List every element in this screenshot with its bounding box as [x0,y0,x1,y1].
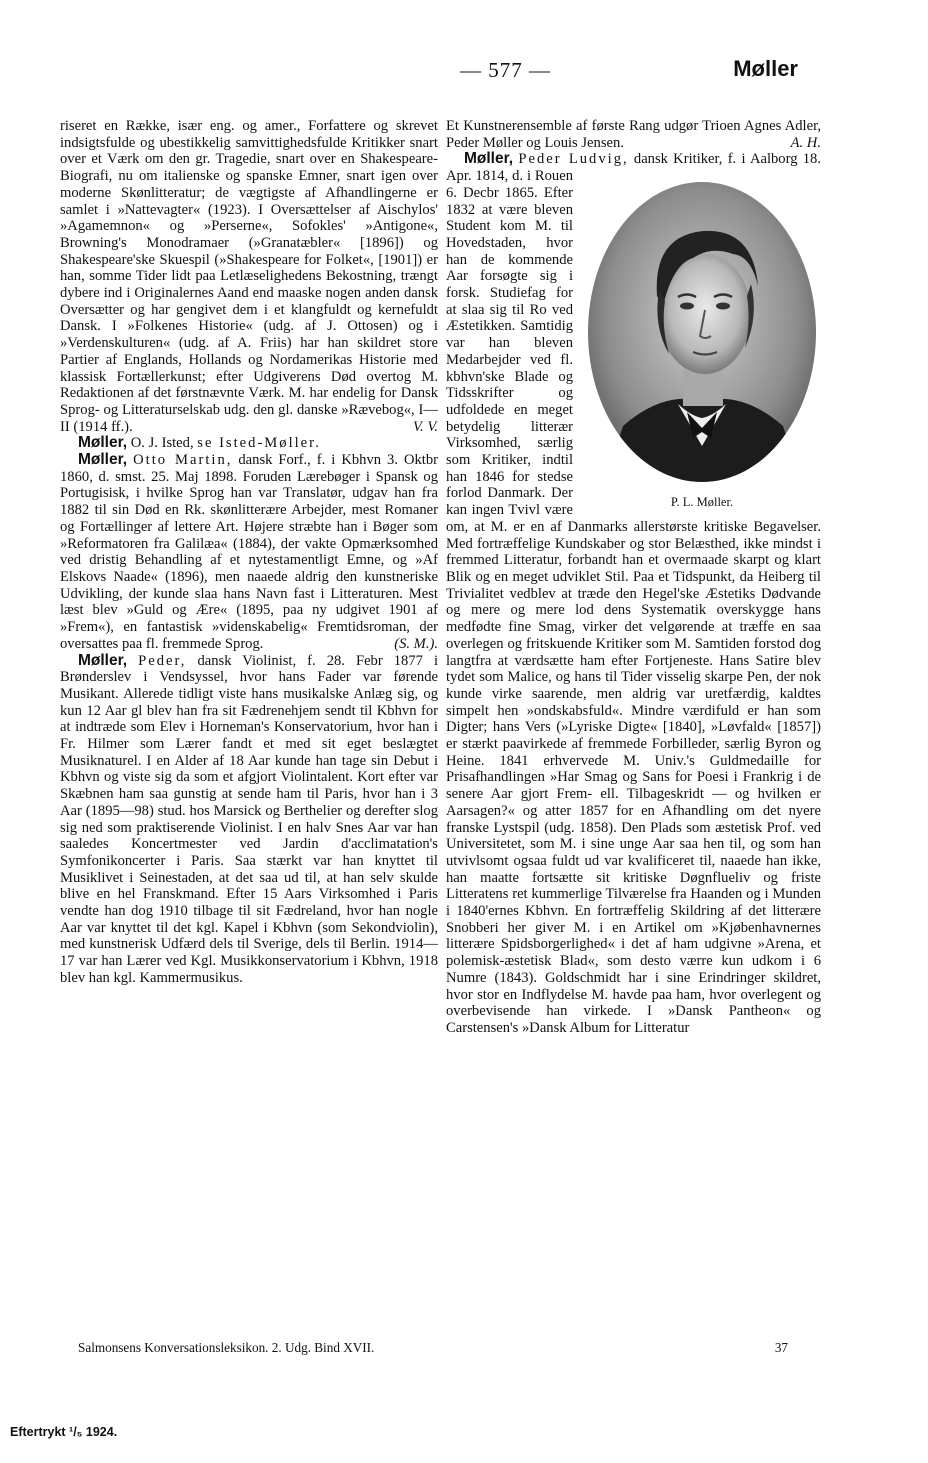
author-signature: A. H. [790,134,821,151]
author-signature: V. V. [412,418,438,435]
reprint-note: Eftertrykt ¹/₅ 1924. [10,1425,118,1439]
entry-name: Peder Ludvig, [518,151,629,168]
headword: Møller, [78,434,128,452]
headword: Møller, [464,150,514,168]
entry-peder-ludvig [446,151,821,1036]
portrait-figure [583,176,821,511]
entry-peder [60,653,438,987]
signature-mark: 37 [774,1340,788,1355]
author-signature: (S. M.). [394,635,438,652]
cross-reference: se Isted-Møller. [197,435,321,452]
right-column [446,118,821,1037]
left-column [60,118,438,987]
headword: Møller, [78,651,128,669]
page-number: — 577 — [460,58,551,82]
entry-text: dansk Kritiker, f. i Aalborg 18. Apr. 1814, d. i Rouen 6. Decbr 1865. Efter 1832 at være bleven Student kom M. til Hovedstaden, hvor han de kommende Aar forsøgte sig i forsk. Studiefag for at slaa sig til Ro ved Æstetikken. Samtidig var han bleven Medarbejder ved fl. kbhvn'ske Blade og Tidsskrifter og udfoldede en meget betydelig litterær Virksomhed, særlig som Kritiker, indtil han 1846 for stedse forlod Danmark. Der kan ingen Tvivl være om, at M. er en af Danmarks allerstørste kritiske Begavelser. Med fortræffelige Kundskaber og stor Belæsthed, ikke mindst i fremmed Litteratur, forbandt han et overmaade skarpt og klart Blik og en meget udviklet Stil. Paa et Tidspunkt, da Heiberg til Trivialitet vedblev at træde den Hegel'ske Æstetiks Dødvande og mere og mere lod dens Systematik overskygge hans medfødte fine Smag, virker det velgørende at træffe en saa overlegen og fritskuende Kritiker som M. Samtiden forstod dog langtfra at værdsætte ham efter Fortjeneste. Hans Satire blev tydet som Malice, og hans til Tider visselig skarpe Pen, der nok kunde virke saarende, men aldrig var uretfærdig, kaldtes simpelt hen »ondskabsfuld«. Mindre værdifuld er han som Digter; hans Vers (»Lyriske Digte« [1840], »Løvfald« [1857]) er stærkt paavirkede af fremmede Forbilleder, særlig Byron og Heine. 1841 erhvervede M. Univ.'s Guldmedaille for Prisafhandlingen »Har Smag og Sans for Poesi i Frankrig i de senere Aar gjort Frem- ell. Tilbageskridt — og hvilken er Aarsagen?« og atter 1857 for en Afhandling om det nyere franske Lystspil (udg. 1858). Den Plads som æstetisk Prof. ved Universitetet, som M. i sine unge Aar saa hen til, og som han utvivlsomt ogsaa fuldt ud var kvalificeret til, naaede han ikke, han maatte fortsætte sit kritiske Døgnflueliv og friste Litteratens ret kummerlige Tilværelse fra Haanden og i Munden i 1840'ernes Kbhvn. En fortræffelig Skildring af det litterære Snobberi her giver M. i en Artikel om »Kjøbenhavnernes litterære Spidsborgerlighed« i det af ham udgivne »Arena, et polemisk-æstetisk Blad«, som desto værre kun udkom i 6 Numre (1843). Goldschmidt har i sine Erindringer skildret, hvor stor en Indflydelse M. havde paa ham, hvor overlegent og overbevisende han virkede. I »Dansk Pantheon« og Carstensen's »Dansk Album for Litteratur [446,151,821,1036]
entry-name: Peder, [138,652,187,669]
entry-name: Otto Martin, [133,452,233,469]
running-head: Møller [733,56,798,81]
entry-isted [60,435,438,452]
entry-name: O. J. Isted, [130,435,194,452]
headword: Møller, [78,451,128,469]
publication-line: Salmonsens Konversationsleksikon. 2. Udg. Bind XVII. [78,1340,375,1355]
entry-continuation: Et Kunstnerensemble af første Rang udgør Trioen Agnes Adler, Peder Møller og Louis Jensen. A. H. [446,118,821,151]
entry-text: dansk Violinist, f. 28. Febr 1877 i Brønderslev i Vendsyssel, hvor hans Fader var førende Musikant. Allerede tidligt viste hans musikalske Anlæg sig, og kun 12 Aar gl blev han fra sit Fædrenehjem sendt til Kbhvn for at indtræde som Elev i Horneman's Konservatorium, hvor han i Fr. Hilmer som Lærer fandt et med sit eget beslægtet Musiknaturel. I en Alder af 18 Aar kunde han tage sin Debut i Kbhvn og viste sig da som et afgjort Violintalent. Kort efter var Skæbnen ham saa gunstig at sende ham til Paris, hvor han i 3 Aar (1895—98) stud. hos Marsick og Berthelier og derefter slog sig ned som praktiserende Violinist. I en halv Snes Aar var han saaledes Koncertmester ved Jardin d'acclimatation's Symfonikoncerter i Paris. Saa stærkt var han knyttet til Musiklivet i Seinestaden, at det saa ud til, at han selv skulde blive en hel Franskmand. Efter 15 Aars Virksomhed i Paris vendte han dog 1910 tilbage til sit Fædreland, hvor han nogle Aar var knyttet til det kgl. Kapel i Kbhvn (som Sekondviolin), med kunstnerisk Udfærd dels til Sverige, dels til Berlin. 1914—17 var han Lærer ved Kgl. Musikkonservatorium i Kbhvn, 1918 blev han kgl. Kammermusikus. [60,652,438,986]
page-footer [78,1340,788,1356]
page-header [70,58,798,92]
portrait-engraving-icon [583,176,821,488]
portrait-caption: P. L. Møller. [670,495,734,510]
entry-otto-martin [60,452,438,652]
entry-continuation: riseret en Række, især eng. og amer., Forfattere og skrevet indsigtsfulde og ubestikkelig samvittighedsfulde Kritikker snart over et Værk om den gr. Tragedie, snart over en Shakespeare-Biografi, nu om italienske og spanske Emner, snart igen over moderne Skønlitteratur; de vægtigste af Afhandlingerne er samlet i »Nattevagter« (1923). I Oversættelser af Aischylos' »Agamemnon« og »Perserne«, Sofokles' »Antigone«, Browning's Monodramaer (»Granatæbler« [1896]) og Shakespeare'ske Skuespil (»Shakespeare for Folket«, [1901]) er han, somme Tider lidt paa Letlæselighedens Bekostning, trængt dybere ind i Originalernes Aand end maaske nogen anden dansk Oversætter og har gengivet dem i et klangfuldt og kernefuldt Dansk. I »Folkenes Historie« (udg. af J. Ottosen) og i »Verdenskulturen« (udg. af A. Friis) har han skildret store Partier af Englands, Hollands og Nordamerikas Historie med klassisk Fortællerkunst; efter Udgiverens Død overtog M. Redaktionen af det førstnævnte Værk. M. har endelig for Dansk Sprog- og Litteraturselskab udg. den gl. danske »Rævebog«, I—II (1914 ff.). V. V. [60,118,438,435]
entry-text: dansk Forf., f. i Kbhvn 3. Oktbr 1860, d. smst. 25. Maj 1898. Foruden Lærebøger i Spansk og Portugisisk, i hvilke Sprog han var Translatør, udgav han fra 1882 til sin Død en Rk. skønlitterære Arbejder, mest Romaner og Fortællinger af lettere Art. Højere stræbte han i Bøger som »Reformatoren fra Galilæa« (1884), der vakte Opmærksomhed ved dristig Behandling af et nytestamentligt Emne, og »Af Elskovs Naade« (1896), men naaede aldrig den kunstneriske Udvikling, der kunde slaa hans Navn fast i Litteraturen. Mest læst blev »Guld og Ære« (1895, paa ny udgivet 1901 af »Frem«), en fantastisk »videnskabelig« Fremtidsroman, der oversattes paa fl. fremmede Sprog. [60,452,438,652]
